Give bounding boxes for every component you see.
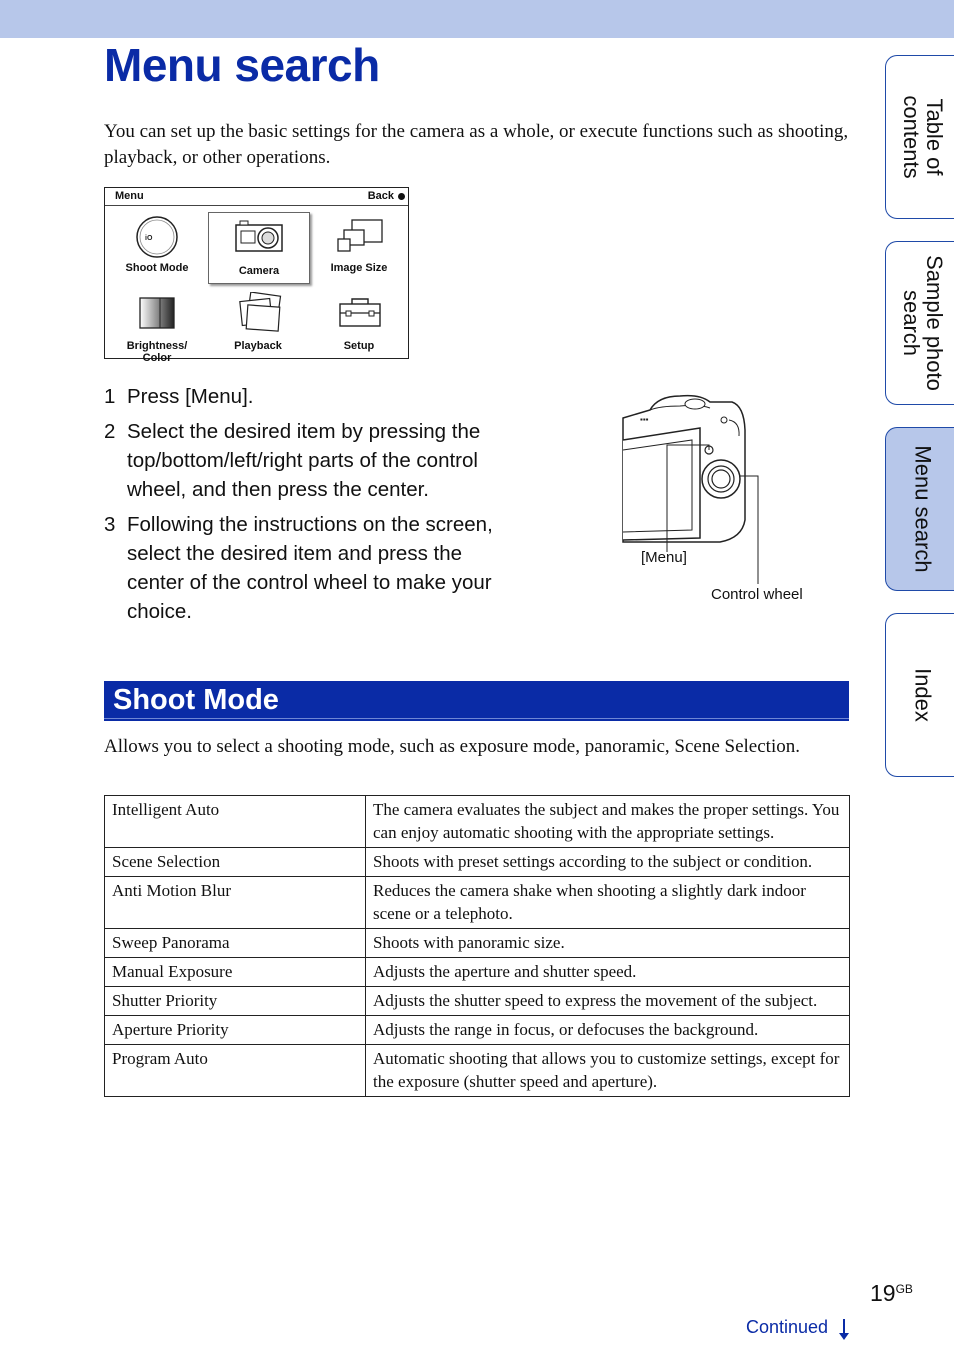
camera-icon <box>234 217 284 257</box>
step-item <box>104 510 524 626</box>
step-text: Following the instructions on the screen, select the desired item and press the center of the control wheel to make your choice. <box>127 513 493 623</box>
continued-link[interactable]: Continued <box>746 1317 829 1337</box>
menu-screen-title: Menu <box>115 190 144 202</box>
menu-item-setup <box>309 288 409 358</box>
menu-item-label-line2: Color <box>142 352 172 364</box>
mode-description: Shoots with preset settings according to the subject or condition. <box>366 848 850 877</box>
setup-toolbox-icon <box>334 292 386 332</box>
menu-screen-back: Back <box>367 190 394 202</box>
page-number <box>870 1280 913 1307</box>
step-number: 3 <box>104 513 116 536</box>
menu-item-camera <box>208 212 310 284</box>
menu-item-label <box>107 340 207 364</box>
step-text: Select the desired item by pressing the top/bottom/left/right parts of the control wheel, and then press the center. <box>127 420 481 501</box>
control-wheel-caption: Control wheel <box>711 586 803 603</box>
page-number-suffix: GB <box>895 1282 913 1296</box>
table-row <box>105 958 850 987</box>
page-number-value: 19 <box>870 1280 896 1306</box>
steps-list <box>104 382 524 632</box>
tab-label: Menu search <box>910 445 936 573</box>
table-row <box>105 987 850 1016</box>
menu-item-image-size <box>309 210 409 280</box>
section-heading: Shoot Mode <box>104 681 849 721</box>
menu-item-label: Camera <box>238 265 280 277</box>
intro-text: You can set up the basic settings for the camera as a whole, or execute functions such as shooting, playback, or other operations. <box>104 121 849 168</box>
menu-item-shoot-mode <box>107 210 207 280</box>
step-item <box>104 417 524 504</box>
mode-name: Aperture Priority <box>105 1016 366 1045</box>
menu-item-label: Playback <box>234 340 282 352</box>
header-band <box>0 0 954 38</box>
down-arrow-icon <box>838 1319 850 1341</box>
menu-item-label: Shoot Mode <box>125 262 189 274</box>
mode-name: Anti Motion Blur <box>105 877 366 929</box>
step-text: Press [Menu]. <box>127 385 254 408</box>
table-row <box>105 848 850 877</box>
tab-sample-photo-search[interactable] <box>885 241 954 405</box>
mode-description: The camera evaluates the subject and makes the proper settings. You can enjoy automatic shooting with the appropriate settings. <box>366 796 850 848</box>
mode-name: Sweep Panorama <box>105 929 366 958</box>
mode-name: Shutter Priority <box>105 987 366 1016</box>
menu-button-caption: [Menu] <box>641 549 687 566</box>
step-item <box>104 382 524 411</box>
table-row <box>105 929 850 958</box>
menu-item-label: Image Size <box>330 262 388 274</box>
shoot-mode-dial-icon <box>132 214 182 260</box>
menu-screen-header <box>105 188 408 206</box>
tab-label: Index <box>910 668 936 722</box>
menu-item-label: Setup <box>343 340 375 352</box>
tab-menu-search[interactable] <box>885 427 954 591</box>
table-row <box>105 877 850 929</box>
mode-description: Automatic shooting that allows you to customize settings, except for the exposure (shutter speed and aperture). <box>366 1045 850 1097</box>
menu-item-brightness-color <box>107 288 207 364</box>
step-number: 1 <box>104 385 116 408</box>
table-row <box>105 796 850 848</box>
mode-name: Manual Exposure <box>105 958 366 987</box>
back-dot-icon <box>398 193 405 200</box>
table-row <box>105 1016 850 1045</box>
tab-label: Table of contents <box>899 95 947 179</box>
mode-name: Intelligent Auto <box>105 796 366 848</box>
table-row <box>105 1045 850 1097</box>
tab-table-of-contents[interactable] <box>885 55 954 219</box>
step-number: 2 <box>104 420 116 443</box>
mode-description: Adjusts the aperture and shutter speed. <box>366 958 850 987</box>
tab-label: Sample photo search <box>899 255 947 391</box>
menu-item-label-line1: Brightness/ <box>126 340 188 352</box>
mode-description: Adjusts the range in focus, or defocuses the background. <box>366 1016 850 1045</box>
mode-name: Program Auto <box>105 1045 366 1097</box>
section-description: Allows you to select a shooting mode, such as exposure mode, panoramic, Scene Selection. <box>104 736 800 757</box>
menu-screen-illustration <box>104 187 409 364</box>
menu-item-playback <box>208 288 308 358</box>
mode-description: Adjusts the shutter speed to express the movement of the subject. <box>366 987 850 1016</box>
playback-icon <box>233 292 287 334</box>
brightness-color-icon <box>132 292 182 332</box>
shoot-mode-table <box>104 795 850 1097</box>
mode-description: Shoots with panoramic size. <box>366 929 850 958</box>
tab-index[interactable] <box>885 613 954 777</box>
mode-name: Scene Selection <box>105 848 366 877</box>
page-title: Menu search <box>104 39 380 91</box>
mode-description: Reduces the camera shake when shooting a slightly dark indoor scene or a telephoto. <box>366 877 850 929</box>
image-size-icon <box>334 214 386 258</box>
svg-text:▪▪▪: ▪▪▪ <box>640 415 649 424</box>
svg-text:iO: iO <box>145 235 153 242</box>
